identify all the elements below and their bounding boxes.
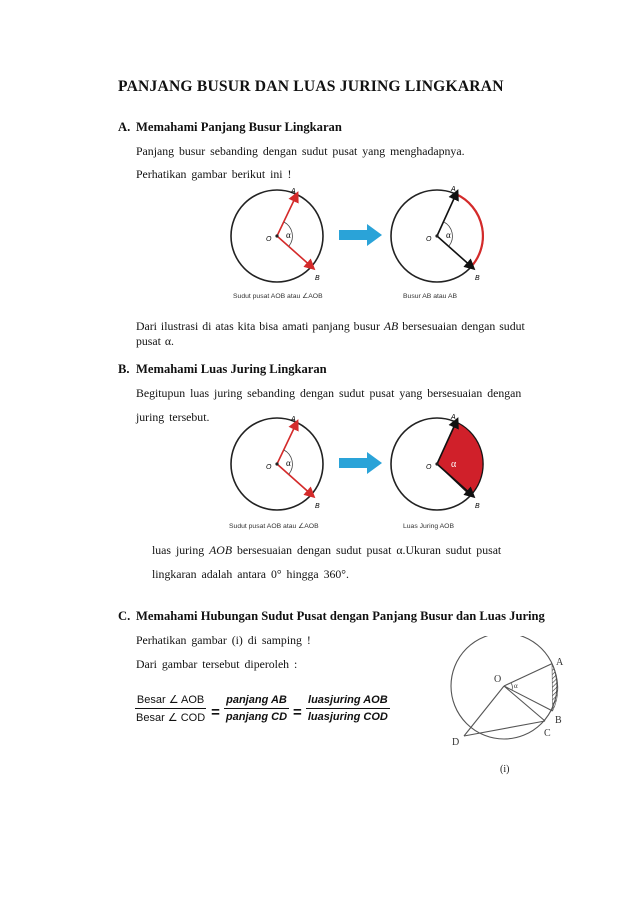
figure-b-right-circle (391, 418, 483, 510)
figure-b-left-label-alpha: α (286, 458, 291, 468)
section-c-line2: Dari gambar tersebut diperoleh : (136, 657, 298, 671)
fraction-arc-numerator: panjang AB (224, 694, 289, 709)
figure-b-caption-right: Luas Juring AOB (403, 523, 455, 530)
fraction-sector-numerator: luasjuring AOB (306, 694, 390, 709)
section-a-line2: Perhatikan gambar berikut ini ! (136, 167, 292, 181)
section-a-paragraph-text1: Dari ilustrasi di atas kita bisa amati panjang busur (136, 319, 384, 333)
figure-a-right-label-alpha: α (446, 230, 451, 240)
section-c-title: Memahami Hubungan Sudut Pusat dengan Panjang Busur dan Luas Juring (136, 609, 545, 623)
section-c-line1: Perhatikan gambar (i) di samping ! (136, 633, 311, 647)
figure-a-right-label-b: B (475, 275, 480, 282)
section-c-heading (118, 609, 545, 624)
figure-a-left-label-b: B (315, 275, 320, 282)
section-a-letter: A. (118, 120, 131, 134)
equals-sign-1: = (211, 704, 220, 721)
figure-a-right-label-a: A (451, 186, 456, 193)
figure-i-label-d: D (452, 737, 460, 748)
section-b-p1-text2: bersesuaian dengan sudut pusat α.Ukuran sudut pusat (232, 543, 502, 557)
figure-a-left-label-o: O (266, 236, 272, 243)
figure-a-left-circle (231, 190, 323, 282)
section-a-paragraph-var: AB (383, 319, 399, 333)
section-b-line2: juring tersebut. (136, 410, 210, 424)
right-arrow-icon (339, 224, 382, 246)
fraction-arc (224, 694, 289, 723)
figure-a-right-label-o: O (426, 236, 432, 243)
figure-i-label-a: A (556, 657, 564, 668)
figure-sector-area (225, 412, 485, 532)
figure-i-caption: (i) (500, 764, 510, 775)
figure-b-left-label-o: O (266, 464, 272, 471)
equals-sign-2: = (293, 704, 302, 721)
figure-b-right-label-o: O (426, 464, 432, 471)
section-c-letter: C. (118, 609, 131, 623)
fraction-sector (306, 694, 390, 723)
figure-i-circle (442, 636, 572, 781)
figure-b-right-label-a: A (451, 414, 456, 421)
section-a-paragraph (136, 319, 546, 349)
figure-a-left-label-alpha: α (286, 230, 291, 240)
figure-i-label-alpha: α (514, 682, 518, 690)
section-b-paragraph2: lingkaran adalah antara 0° hingga 360°. (152, 567, 349, 581)
figure-b-right-label-b: B (475, 503, 480, 510)
section-a-paragraph-text2: bersesuaian dengan sudut pusat α. (136, 319, 525, 348)
section-a-heading (118, 120, 342, 135)
figure-b-left-label-a: A (291, 416, 296, 423)
section-a-title: Memahami Panjang Busur Lingkaran (136, 120, 342, 134)
section-b-paragraph1 (152, 543, 501, 558)
section-b-p1-text1: luas juring (152, 543, 210, 557)
hatched-segment (552, 664, 558, 711)
figure-a-left-label-a: A (291, 188, 296, 195)
section-b-title: Memahami Luas Juring Lingkaran (136, 362, 327, 376)
figure-a-caption-right: Busur AB atau AB (403, 293, 458, 300)
fraction-sector-denominator: luasjuring COD (307, 711, 388, 723)
figure-i-label-b: B (555, 715, 562, 726)
figure-b-left-label-b: B (315, 503, 320, 510)
figure-arc-length (225, 184, 485, 302)
section-b-line1: Begitupun luas juring sebanding dengan sudut pusat yang bersesuaian dengan (136, 386, 522, 400)
right-arrow-icon (339, 452, 382, 474)
section-a-line1: Panjang busur sebanding dengan sudut pusat yang menghadapnya. (136, 144, 465, 158)
figure-b-caption-left: Sudut pusat AOB atau ∠AOB (229, 523, 319, 530)
figure-a-caption-left: Sudut pusat AOB atau ∠AOB (233, 293, 323, 300)
figure-a-right-circle (391, 190, 483, 282)
fraction-angle-denominator: Besar ∠ COD (136, 712, 206, 724)
figure-i-label-o: O (494, 674, 502, 685)
section-b-p1-var: AOB (209, 543, 233, 557)
fraction-arc-denominator: panjang CD (225, 711, 288, 723)
page-title: PANJANG BUSUR DAN LUAS JURING LINGKARAN (118, 78, 504, 95)
ratio-formula (134, 693, 390, 724)
fraction-angle-numerator: Besar ∠ AOB (135, 693, 206, 709)
section-b-letter: B. (118, 362, 130, 376)
section-b-heading (118, 362, 327, 377)
fraction-angle (134, 693, 207, 724)
figure-b-left-circle (231, 418, 323, 510)
figure-b-right-label-alpha: α (451, 459, 457, 470)
figure-i-label-c: C (544, 728, 551, 739)
